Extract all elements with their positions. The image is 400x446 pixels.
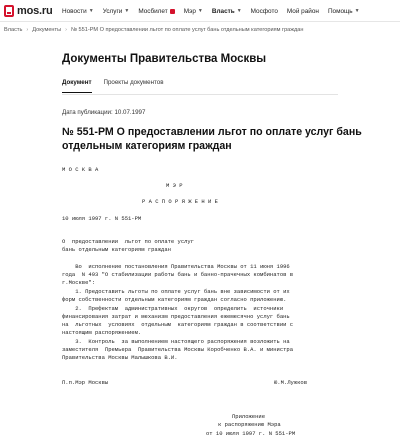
- chevron-down-icon: ▼: [354, 8, 360, 14]
- doc-body-line: Правительства Москвы Малышкова В.И.: [62, 354, 178, 361]
- breadcrumb-item-current: № 551-РМ О предоставлении льгот по оплате услуг бань отдельным категориям граждан: [70, 27, 304, 33]
- breadcrumb-item-documents[interactable]: Документы: [32, 27, 62, 33]
- document-title: № 551-РМ О предоставлении льгот по оплате услуг бань отдельным категориям граждан: [62, 126, 362, 152]
- doc-appendix-line: Приложение: [232, 413, 266, 420]
- external-badge-icon: [170, 9, 175, 14]
- tab-draft-documents[interactable]: Проекты документов: [103, 79, 164, 86]
- top-navigation-bar: [0, 0, 400, 22]
- nav-item-mayor[interactable]: Мэр ▼: [183, 7, 203, 15]
- page-title: Документы Правительства Москвы: [62, 53, 267, 65]
- doc-subject-line: О предоставлении льгот по оплате услуг: [62, 238, 195, 245]
- nav-item-government[interactable]: Власть ▼: [211, 7, 242, 15]
- doc-subject-line: бань отдельным категориям граждан: [62, 246, 171, 253]
- doc-body-line: Во исполнение постановления Правительства Москвы от 11 июня 1996: [62, 263, 290, 270]
- chevron-down-icon: ▼: [124, 8, 130, 14]
- doc-body-line: форм собственности отдельным категориям граждан согласно приложению.: [62, 296, 287, 303]
- chevron-right-icon: ›: [65, 27, 67, 33]
- doc-signature-left: П.п.Мэр Москвы: [62, 379, 109, 386]
- nav-item-mosfoto[interactable]: Мосфото: [250, 7, 278, 15]
- doc-date-number: 10 июля 1997 г. N 551-РМ: [62, 215, 142, 222]
- doc-body-line: настоящим распоряжением.: [62, 329, 142, 336]
- doc-order-type: Р А С П О Р Я Ж Е Н И Е: [142, 198, 218, 205]
- publication-date: Дата публикации: 10.07.1997: [62, 109, 146, 116]
- doc-city: М О С К В А: [62, 166, 99, 173]
- nav-item-help[interactable]: Помощь ▼: [327, 7, 360, 15]
- chevron-down-icon: ▼: [88, 8, 94, 14]
- doc-body-line: 1. Предоставить льготы по оплате услуг бань вне зависимости от их: [62, 288, 290, 295]
- mos-ru-logo-icon: [4, 5, 14, 17]
- nav-item-my-district[interactable]: Мой район: [286, 7, 319, 15]
- main-nav: [62, 0, 369, 22]
- doc-signature-right: Ю.М.Лужков: [274, 379, 308, 386]
- tabs-divider: [62, 94, 338, 95]
- doc-mayor: М Э Р: [166, 182, 183, 189]
- nav-item-mosbilet[interactable]: Мосбилет: [138, 8, 174, 15]
- doc-appendix-line: от 10 июля 1997 г. N 551-РМ: [206, 430, 296, 437]
- doc-body-line: г.Москве":: [62, 279, 96, 286]
- document-tabs: [62, 79, 176, 93]
- doc-appendix-line: к распоряжению Мэра: [218, 421, 281, 428]
- breadcrumb-item-government[interactable]: Власть: [4, 27, 23, 33]
- doc-body-line: 3. Контроль за выполнением настоящего распоряжения возложить на: [62, 338, 290, 345]
- logo-text: mos.ru: [17, 5, 53, 17]
- nav-item-services[interactable]: Услуги ▼: [102, 7, 130, 15]
- tab-document[interactable]: Документ: [62, 79, 92, 93]
- doc-body-line: 2. Префектам административных округов определить источники: [62, 305, 284, 312]
- doc-body-line: года N 493 "О стабилизации работы бань и банно-прачечных комбинатов в: [62, 271, 294, 278]
- chevron-down-icon: ▼: [236, 8, 242, 14]
- mos-ru-logo[interactable]: [4, 4, 52, 18]
- chevron-down-icon: ▼: [197, 8, 203, 14]
- doc-body-line: заместителя Премьера Правительства Москвы Коробченко В.А. и министра: [62, 346, 294, 353]
- doc-body-line: на льготных условиях отдельным категориям граждан в соответствии с: [62, 321, 294, 328]
- nav-item-news[interactable]: Новости ▼: [62, 7, 94, 15]
- breadcrumb: [4, 27, 304, 33]
- doc-body-line: финансирования затрат и механизм предоставления ежемесячно услуг бань: [62, 313, 290, 320]
- chevron-right-icon: ›: [26, 27, 29, 33]
